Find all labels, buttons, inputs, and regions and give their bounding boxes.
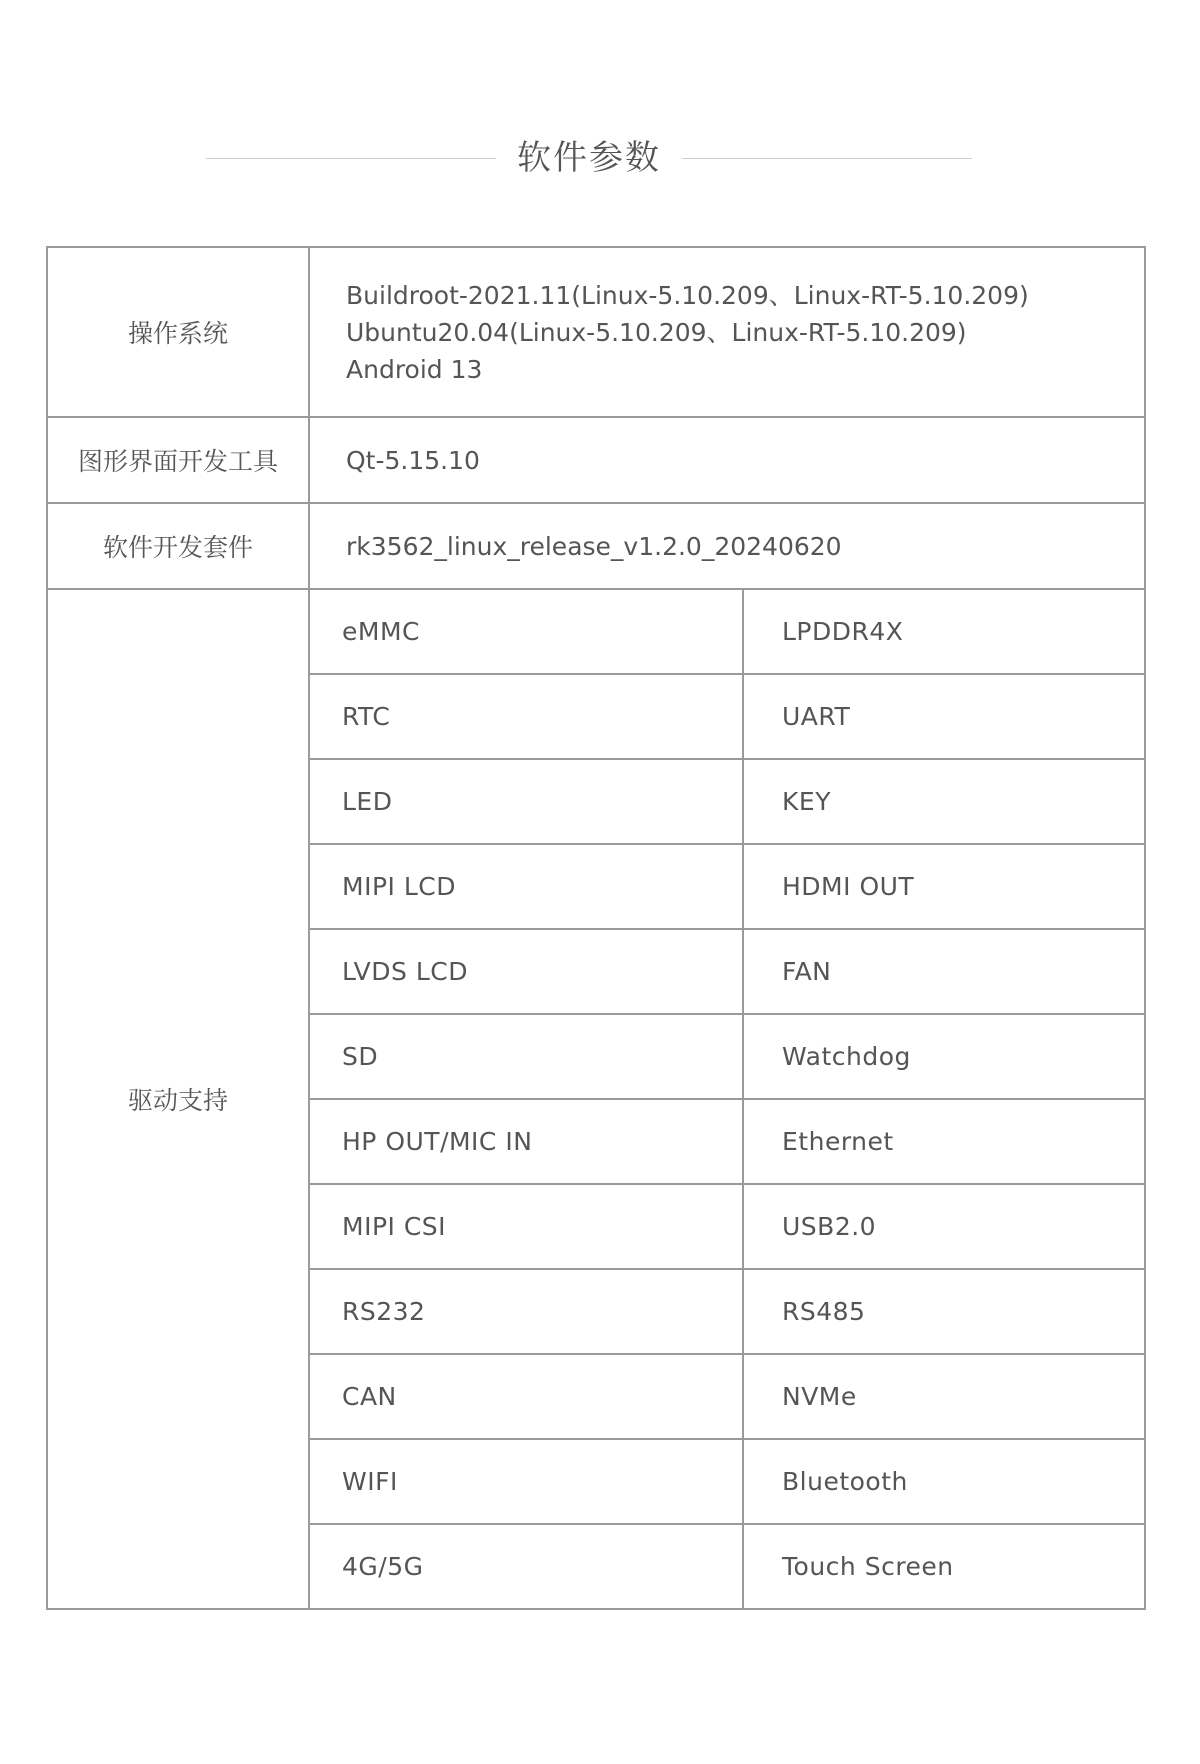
driver-cell-left: CAN: [309, 1354, 743, 1439]
driver-cell-left: LVDS LCD: [309, 929, 743, 1014]
os-value: [309, 247, 1145, 417]
sdk-value: rk3562_linux_release_v1.2.0_20240620: [309, 503, 1145, 589]
os-line-android: Android 13: [346, 354, 483, 384]
driver-cell-right: Ethernet: [743, 1099, 1145, 1184]
table-row-driver: [47, 589, 1145, 674]
os-line-ubuntu: Ubuntu20.04(Linux-5.10.209、Linux-RT-5.10.209): [346, 317, 967, 347]
driver-cell-left: MIPI LCD: [309, 844, 743, 929]
sdk-label: 软件开发套件: [47, 503, 309, 589]
os-label: 操作系统: [47, 247, 309, 417]
table-row-os: [47, 247, 1145, 417]
driver-cell-left: HP OUT/MIC IN: [309, 1099, 743, 1184]
driver-cell-left: 4G/5G: [309, 1524, 743, 1609]
driver-cell-left: RS232: [309, 1269, 743, 1354]
page-title: 软件参数: [517, 138, 661, 178]
driver-cell-right: RS485: [743, 1269, 1145, 1354]
driver-cell-right: NVMe: [743, 1354, 1145, 1439]
driver-cell-right: Bluetooth: [743, 1439, 1145, 1524]
driver-cell-left: WIFI: [309, 1439, 743, 1524]
driver-cell-left: RTC: [309, 674, 743, 759]
driver-cell-right: Touch Screen: [743, 1524, 1145, 1609]
software-spec-table: [46, 246, 1146, 1610]
driver-cell-left: MIPI CSI: [309, 1184, 743, 1269]
driver-cell-right: LPDDR4X: [743, 589, 1145, 674]
title-divider-right: [682, 158, 972, 159]
driver-cell-left: SD: [309, 1014, 743, 1099]
drivers-label: 驱动支持: [47, 589, 309, 1609]
driver-cell-left: eMMC: [309, 589, 743, 674]
title-divider-left: [206, 158, 496, 159]
gui-value: Qt-5.15.10: [309, 417, 1145, 503]
driver-cell-right: KEY: [743, 759, 1145, 844]
section-header: [0, 130, 1200, 190]
gui-label: 图形界面开发工具: [47, 417, 309, 503]
table-row-gui: [47, 417, 1145, 503]
driver-cell-right: USB2.0: [743, 1184, 1145, 1269]
driver-cell-right: HDMI OUT: [743, 844, 1145, 929]
driver-cell-left: LED: [309, 759, 743, 844]
driver-cell-right: Watchdog: [743, 1014, 1145, 1099]
os-line-buildroot: Buildroot-2021.11(Linux-5.10.209、Linux-RT-5.10.209): [346, 280, 1029, 310]
driver-cell-right: FAN: [743, 929, 1145, 1014]
driver-cell-right: UART: [743, 674, 1145, 759]
table-row-sdk: [47, 503, 1145, 589]
